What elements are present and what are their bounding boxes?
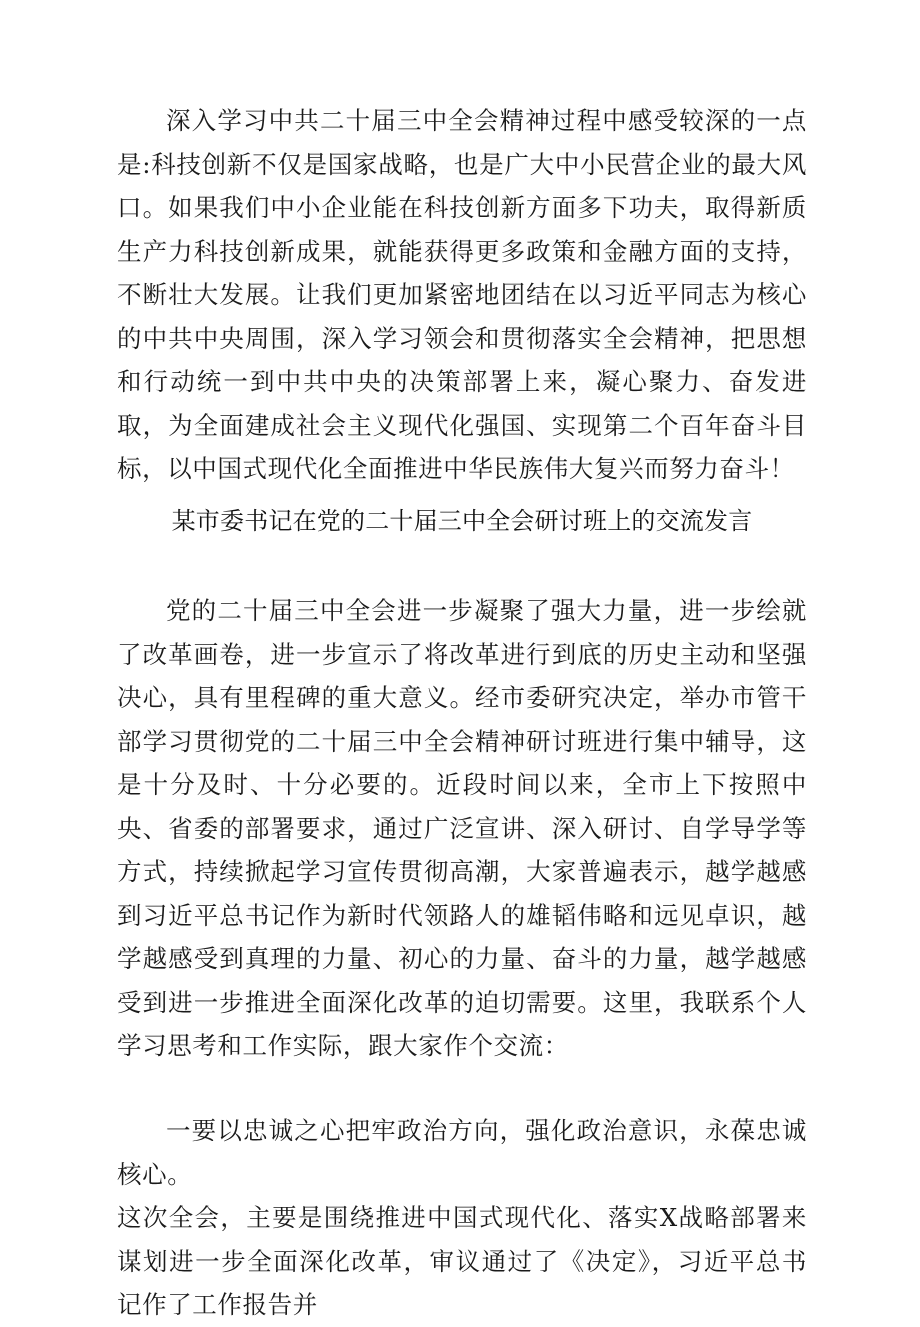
speech-intro-paragraph: 党的二十届三中全会进一步凝聚了强大力量，进一步绘就了改革画卷，进一步宣示了将改革进行到底的历史主动和坚强决心，具有里程碑的重大意义。经市委研究决定，举办市管干部学习贯彻党的二十届三中全会精神研讨班进行集中辅导，这是十分及时、十分必要的。近段时间以来，全市上下按照中央、省委的部署要求，通过广泛宣讲、深入研讨、自学导学等方式，持续掀起学习宣传贯彻高潮，大家普遍表示，越学越感到习近平总书记作为新时代领路人的雄韬伟略和远见卓识，越学越感受到真理的力量、初心的力量、奋斗的力量，越学越感受到进一步推进全面深化改革的迫切需要。这里，我联系个人学习思考和工作实际，跟大家作个交流： — [117, 596, 807, 1060]
speech-title: 某市委书记在党的二十届三中全会研讨班上的交流发言 — [171, 507, 753, 535]
point-one-heading: 一要以忠诚之心把牢政治方向，强化政治意识，永葆忠诚核心。 — [117, 1116, 807, 1189]
closing-paragraph: 深入学习中共二十届三中全会精神过程中感受较深的一点是:科技创新不仅是国家战略，也是广大中小民营企业的最大风口。如果我们中小企业能在科技创新方面多下功夫，取得新质生产力科技创新成果，就能获得更多政策和金融方面的支持，不断壮大发展。让我们更加紧密地团结在以习近平同志为核心的中共中央周围，深入学习领会和贯彻落实全会精神，把思想和行动统一到中共中央的决策部署上来，凝心聚力、奋发进取，为全面建成社会主义现代化强国、实现第二个百年奋斗目标，以中国式现代化全面推进中华民族伟大复兴而努力奋斗！ — [117, 106, 807, 483]
point-one-body-paragraph: 这次全会，主要是围绕推进中国式现代化、落实X战略部署来谋划进一步全面深化改革，审议通过了《决定》，习近平总书记作了工作报告并 — [117, 1203, 807, 1319]
